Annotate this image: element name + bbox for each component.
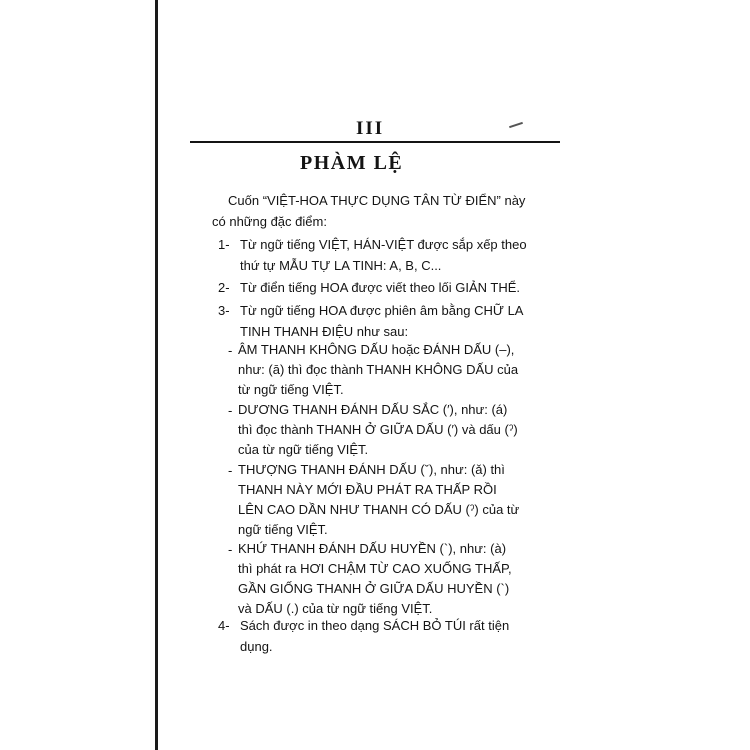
subitem-line: từ ngữ tiếng VIỆT.	[238, 382, 344, 397]
item-line: dụng.	[240, 639, 273, 654]
subitem-dash: -	[228, 463, 233, 478]
sub-list-item	[238, 400, 558, 460]
subitem-line: và DẤU (.) của từ ngữ tiếng VIỆT.	[238, 601, 433, 616]
item-line: TINH THANH ĐIỆU như sau:	[240, 324, 409, 339]
item-line: Từ ngữ tiếng HOA được phiên âm bằng CHỮ LA	[240, 303, 524, 318]
item-number: 1-	[218, 237, 230, 252]
subitem-line: LÊN CAO DẦN NHƯ THANH CÓ DẤU (ˀ) của từ	[238, 502, 520, 517]
subitem-line: ngữ tiếng VIỆT.	[238, 522, 328, 537]
subitem-line: của từ ngữ tiếng VIỆT.	[238, 442, 369, 457]
page-number: III	[356, 118, 385, 139]
list-item	[240, 300, 555, 342]
item-line: Từ ngữ tiếng VIỆT, HÁN-VIỆT được sắp xếp theo	[240, 237, 527, 252]
subitem-line: ÂM THANH KHÔNG DẤU hoặc ĐÁNH DẤU (–),	[238, 342, 515, 357]
item-line: thứ tự MẪU TỰ LA TINH: A, B, C...	[240, 258, 442, 273]
subitem-line: THANH NÀY MỚI ĐẦU PHÁT RA THẤP RỒI	[238, 482, 497, 497]
sub-list-item	[238, 340, 558, 400]
subitem-line: như: (ā) thì đọc thành THANH KHÔNG DẤU của	[238, 362, 519, 377]
subitem-line: GẦN GIỐNG THANH Ở GIỮA DẤU HUYỀN (`)	[238, 581, 510, 596]
page-binding-edge	[155, 0, 158, 750]
list-item	[240, 234, 555, 276]
subitem-dash: -	[228, 542, 233, 557]
list-item	[240, 615, 555, 657]
item-line: Từ điển tiếng HOA được viết theo lối GIẢN THỂ.	[240, 280, 521, 295]
header-rule	[190, 141, 560, 143]
item-number: 2-	[218, 280, 230, 295]
sub-list-item	[238, 460, 558, 540]
item-number: 3-	[218, 303, 230, 318]
subitem-line: thì phát ra HƠI CHẬM TỪ CAO XUỐNG THẤP,	[238, 561, 512, 576]
sub-list-item	[238, 539, 558, 619]
subitem-line: THƯỢNG THANH ĐÁNH DẤU (ˇ), như: (ǎ) thì	[238, 462, 505, 477]
subitem-line: thì đọc thành THANH Ở GIỮA DẤU (′) và dấu (ˀ)	[238, 422, 518, 437]
print-speck	[509, 122, 523, 128]
item-line: Sách được in theo dạng SÁCH BỎ TÚI rất tiện	[240, 618, 510, 633]
list-item	[240, 277, 555, 298]
intro-line: Cuốn “VIỆT-HOA THỰC DỤNG TÂN TỪ ĐIỂN” này	[228, 193, 526, 208]
subitem-line: KHỨ THANH ĐÁNH DẤU HUYỀN (`), như: (à)	[238, 541, 507, 556]
subitem-dash: -	[228, 403, 233, 418]
item-number: 4-	[218, 618, 230, 633]
page-title: PHÀM LỆ	[300, 152, 404, 174]
intro-paragraph	[212, 190, 557, 232]
subitem-dash: -	[228, 343, 233, 358]
intro-line: có những đặc điểm:	[212, 214, 327, 229]
subitem-line: DƯƠNG THANH ĐÁNH DẤU SẮC (′), như: (á)	[238, 402, 508, 417]
